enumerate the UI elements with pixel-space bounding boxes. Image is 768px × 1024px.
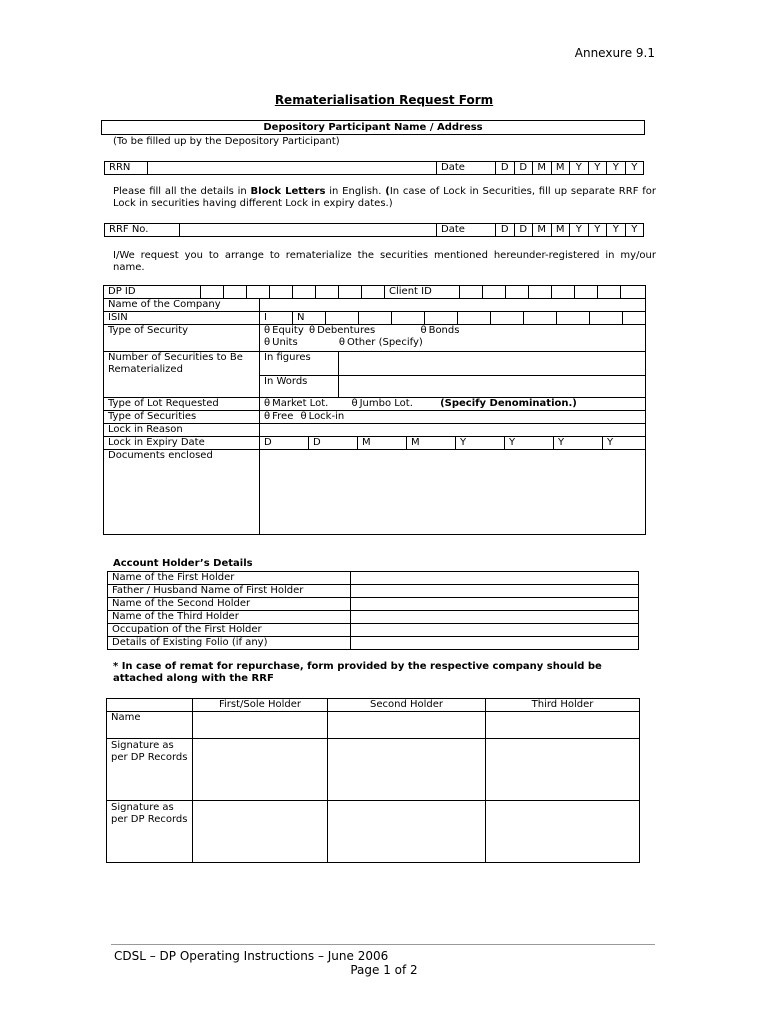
market-lot-option[interactable] [264, 398, 328, 409]
lock-reason-field[interactable] [260, 424, 646, 437]
account-row-label: Details of Existing Folio (if any) [108, 637, 351, 650]
account-row-label: Father / Husband Name of First Holder [108, 585, 351, 598]
second-holder-signature[interactable] [328, 739, 486, 801]
third-holder-name[interactable] [486, 712, 640, 739]
radio-icon: θ [420, 325, 427, 336]
isin-char[interactable] [458, 312, 491, 324]
option-label: Equity [272, 325, 304, 336]
dp-client-row [104, 286, 646, 299]
rrf-field[interactable] [180, 224, 437, 237]
account-row-field[interactable] [351, 611, 639, 624]
rrn-label: RRN [105, 162, 148, 175]
client-id-box[interactable] [483, 286, 506, 298]
type-security-options [260, 325, 646, 352]
free-option[interactable] [264, 411, 293, 422]
rrf-date-char[interactable]: D [496, 224, 515, 237]
radio-icon: θ [264, 398, 271, 409]
number-grid [260, 352, 645, 397]
expiry-char[interactable]: D [260, 437, 309, 449]
holders-table [106, 698, 640, 863]
dp-id-box[interactable] [247, 286, 270, 298]
instruction-part: Please fill all the details in [113, 186, 251, 197]
third-holder-header: Third Holder [486, 699, 640, 712]
dp-id-box[interactable] [201, 286, 224, 298]
in-words-label: In Words [260, 375, 339, 397]
dp-id-label: DP ID [104, 286, 201, 298]
holders-corner [107, 699, 193, 712]
documents-label: Documents enclosed [104, 450, 260, 535]
dp-id-box[interactable] [362, 286, 385, 298]
company-field[interactable] [260, 299, 646, 312]
client-id-box[interactable] [552, 286, 575, 298]
jumbo-lot-option[interactable] [351, 398, 412, 409]
security-options-line-2 [264, 337, 641, 349]
account-row-field[interactable] [351, 624, 639, 637]
isin-char[interactable] [359, 312, 392, 324]
radio-icon: θ [338, 337, 346, 348]
lockin-option[interactable] [301, 411, 345, 422]
second-holder-header: Second Holder [328, 699, 486, 712]
rrn-date-char[interactable]: Y [570, 162, 589, 175]
rrf-date-label: Date [437, 224, 496, 237]
account-row-label: Name of the Third Holder [108, 611, 351, 624]
isin-char[interactable] [524, 312, 557, 324]
company-label: Name of the Company [104, 299, 260, 312]
lock-expiry-cell [260, 437, 646, 450]
dp-id-box[interactable] [293, 286, 316, 298]
rrn-date-char[interactable]: D [496, 162, 515, 175]
client-id-box[interactable] [529, 286, 552, 298]
expiry-char[interactable]: M [358, 437, 407, 449]
remat-note: * In case of remat for repurchase, form provided by the respective company should be attached along with the RRF [113, 661, 602, 684]
rrn-row [104, 161, 644, 175]
option-label: Market Lot. [272, 398, 329, 409]
account-heading: Account Holder’s Details [113, 558, 253, 569]
instruction-bold: Block Letters [250, 186, 326, 197]
rrn-date-char[interactable]: M [551, 162, 570, 175]
instruction-bold: ( [385, 186, 390, 197]
radio-icon: θ [308, 325, 316, 336]
isin-char[interactable] [623, 312, 646, 324]
third-holder-signature[interactable] [486, 739, 640, 801]
dp-id-box[interactable] [316, 286, 339, 298]
rrf-date-char[interactable]: M [551, 224, 570, 237]
first-holder-signature[interactable] [193, 739, 328, 801]
account-table [107, 571, 639, 650]
expiry-char[interactable]: Y [603, 437, 646, 449]
option-label: Lock-in [308, 411, 345, 422]
isin-char[interactable] [491, 312, 524, 324]
specify-denomination: (Specify Denomination.) [440, 398, 577, 409]
option-label: Units [272, 337, 298, 348]
signature-row-label: Signature as per DP Records [107, 739, 193, 801]
annexure-label: Annexure 9.1 [574, 46, 655, 60]
account-row-field[interactable] [351, 637, 639, 650]
radio-icon: θ [351, 398, 358, 409]
rrn-date-label: Date [437, 162, 496, 175]
dp-client-grid [104, 286, 645, 298]
radio-icon: θ [300, 411, 307, 422]
rrf-row [104, 223, 644, 237]
documents-field[interactable] [260, 450, 646, 535]
rrn-field[interactable] [148, 162, 437, 175]
lock-reason-label: Lock in Reason [104, 424, 260, 437]
number-label: Number of Securities to Be Rematerialized [104, 352, 260, 398]
signature-row-label: Signature as per DP Records [107, 801, 193, 863]
dp-note: (To be filled up by the Depository Participant) [113, 136, 340, 147]
client-id-label: Client ID [385, 286, 460, 298]
option-label: Free [272, 411, 294, 422]
client-id-box[interactable] [621, 286, 646, 298]
rrn-date-char[interactable]: Y [607, 162, 626, 175]
security-options-line-1 [264, 325, 641, 337]
securities-table [103, 285, 646, 535]
isin-char[interactable] [557, 312, 590, 324]
option-label: Bonds [428, 325, 460, 336]
instruction-text [113, 186, 656, 210]
option-label: Debentures [317, 325, 376, 336]
account-row-field[interactable] [351, 598, 639, 611]
isin-char[interactable] [590, 312, 623, 324]
in-words-field[interactable] [339, 375, 646, 397]
third-holder-signature[interactable] [486, 801, 640, 863]
rrf-date-char[interactable]: Y [607, 224, 626, 237]
instruction-part: in English. [325, 186, 386, 197]
expiry-char[interactable]: D [309, 437, 358, 449]
isin-char[interactable] [425, 312, 458, 324]
types-options [260, 411, 646, 424]
option-label: Jumbo Lot. [359, 398, 413, 409]
request-text: I/We request you to arrange to rematerialize the securities mentioned hereunder-registered in my/our name. [113, 250, 656, 273]
account-row-label: Occupation of the First Holder [108, 624, 351, 637]
dp-id-box[interactable] [270, 286, 293, 298]
isin-char[interactable]: I [260, 312, 293, 324]
rrn-date-char[interactable]: M [533, 162, 552, 175]
rrn-date-char[interactable]: Y [588, 162, 607, 175]
expiry-char[interactable]: M [407, 437, 456, 449]
expiry-char[interactable]: Y [505, 437, 554, 449]
rrf-date-char[interactable]: D [514, 224, 533, 237]
footer-divider [111, 944, 655, 945]
client-id-box[interactable] [598, 286, 621, 298]
isin-cell [260, 312, 646, 325]
first-holder-name[interactable] [193, 712, 328, 739]
client-id-box[interactable] [460, 286, 483, 298]
in-figures-label: In figures [260, 352, 339, 375]
number-cell [260, 352, 646, 398]
isin-char[interactable] [326, 312, 359, 324]
rrf-date-char[interactable]: Y [570, 224, 589, 237]
isin-char[interactable] [392, 312, 425, 324]
dp-id-box[interactable] [224, 286, 247, 298]
second-holder-name[interactable] [328, 712, 486, 739]
lot-label: Type of Lot Requested [104, 398, 260, 411]
units-option[interactable] [264, 337, 298, 348]
account-row-field[interactable] [351, 585, 639, 598]
rrf-date-char[interactable]: Y [588, 224, 607, 237]
account-row-label: Name of the First Holder [108, 572, 351, 585]
first-holder-signature[interactable] [193, 801, 328, 863]
dp-id-box[interactable] [339, 286, 362, 298]
rrn-date-char[interactable]: Y [625, 162, 644, 175]
first-holder-header: First/Sole Holder [193, 699, 328, 712]
isin-char[interactable]: N [293, 312, 326, 324]
type-security-label: Type of Security [104, 325, 260, 352]
page-number: Page 1 of 2 [350, 963, 418, 977]
instruction-part: In case of Lock in Securities, fill up separate RRF for Lock in securities having different Lock in expiry dates.) [113, 186, 656, 209]
debentures-option[interactable] [309, 325, 375, 336]
rrf-date-char[interactable]: Y [625, 224, 644, 237]
dp-name-address-box: Depository Participant Name / Address [101, 120, 645, 135]
expiry-char[interactable]: Y [456, 437, 505, 449]
rrf-label: RRF No. [105, 224, 180, 237]
rrn-date-char[interactable]: D [514, 162, 533, 175]
option-label: Other (Specify) [347, 337, 423, 348]
client-id-box[interactable] [506, 286, 529, 298]
name-row-label: Name [107, 712, 193, 739]
isin-grid [260, 312, 645, 324]
radio-icon: θ [264, 411, 271, 422]
bonds-option[interactable] [420, 325, 459, 336]
lot-options [260, 398, 646, 411]
account-row-field[interactable] [351, 572, 639, 585]
lock-expiry-label: Lock in Expiry Date [104, 437, 260, 450]
isin-label: ISIN [104, 312, 260, 325]
account-row-label: Name of the Second Holder [108, 598, 351, 611]
form-title: Rematerialisation Request Form [274, 93, 494, 107]
in-figures-field[interactable] [339, 352, 646, 375]
rrf-date-char[interactable]: M [533, 224, 552, 237]
expiry-grid [260, 437, 645, 449]
radio-icon: θ [264, 325, 271, 336]
second-holder-signature[interactable] [328, 801, 486, 863]
footer-text: CDSL – DP Operating Instructions – June 2006 [114, 949, 389, 963]
client-id-box[interactable] [575, 286, 598, 298]
other-option[interactable] [339, 337, 423, 348]
expiry-char[interactable]: Y [554, 437, 603, 449]
types-label: Type of Securities [104, 411, 260, 424]
equity-option[interactable] [264, 325, 304, 336]
radio-icon: θ [264, 337, 271, 348]
